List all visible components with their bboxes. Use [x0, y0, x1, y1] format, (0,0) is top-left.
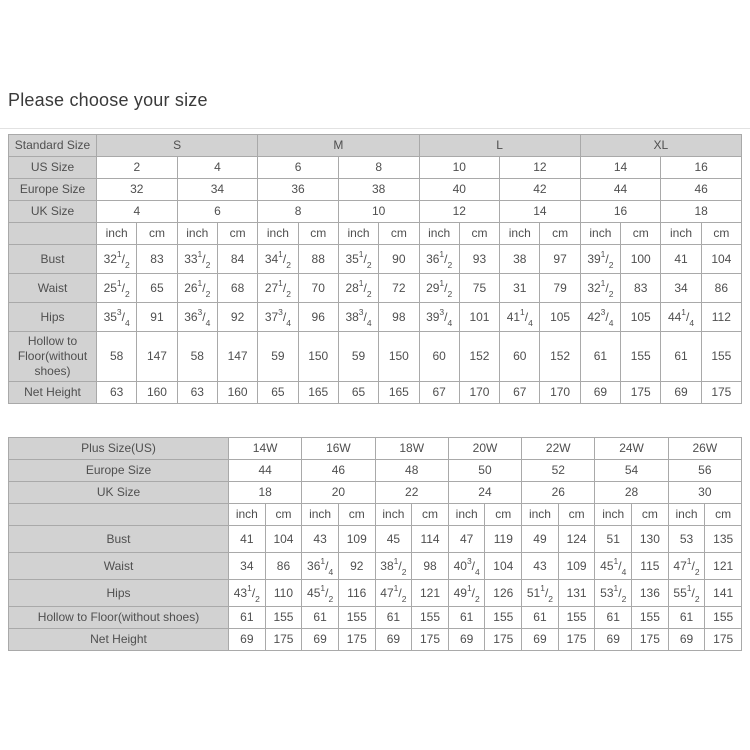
table-cell: 69	[375, 629, 412, 651]
table-cell: $43^1/_2$	[229, 580, 266, 607]
row-label: Hollow to Floor(without shoes)	[9, 332, 97, 382]
table-cell: 4	[97, 201, 178, 223]
row-label: Bust	[9, 526, 229, 553]
table-cell: 101	[459, 303, 499, 332]
table-row	[9, 157, 742, 179]
table-cell: cm	[485, 504, 522, 526]
table-row	[9, 460, 742, 482]
table-cell: 96	[298, 303, 338, 332]
table-cell: 136	[632, 580, 669, 607]
table-cell: 97	[540, 245, 580, 274]
table-cell: 10	[419, 157, 500, 179]
table-cell: inch	[595, 504, 632, 526]
table-cell: 91	[137, 303, 177, 332]
standard-size-table	[8, 134, 742, 404]
table-cell: 20	[302, 482, 375, 504]
table-cell: 46	[302, 460, 375, 482]
table-cell: cm	[298, 223, 338, 245]
page-title: Please choose your size	[8, 90, 208, 110]
table-cell: 16	[661, 157, 742, 179]
row-label: Net Height	[9, 382, 97, 404]
table-cell: $27^1/_2$	[258, 274, 298, 303]
table-cell: $32^1/_2$	[580, 274, 620, 303]
table-cell: 109	[558, 553, 595, 580]
table-cell: 175	[558, 629, 595, 651]
table-cell: 69	[448, 629, 485, 651]
table-cell: cm	[412, 504, 449, 526]
table-cell: 69	[595, 629, 632, 651]
plus-size-table	[8, 437, 742, 651]
table-cell: 63	[177, 382, 217, 404]
table-cell: 18W	[375, 438, 448, 460]
table-cell: 124	[558, 526, 595, 553]
table-row	[9, 629, 742, 651]
row-label: Hollow to Floor(without shoes)	[9, 607, 229, 629]
table-cell: inch	[338, 223, 378, 245]
table-cell: 126	[485, 580, 522, 607]
table-cell: 12	[500, 157, 581, 179]
table-cell: inch	[522, 504, 559, 526]
table-cell: 152	[540, 332, 580, 382]
table-cell: 135	[705, 526, 742, 553]
table-cell: 20W	[448, 438, 521, 460]
table-cell: 53	[668, 526, 705, 553]
table-row	[9, 179, 742, 201]
table-cell: $53^1/_2$	[595, 580, 632, 607]
table-cell: $36^1/_4$	[302, 553, 339, 580]
table-cell: $51^1/_2$	[522, 580, 559, 607]
table-cell: inch	[302, 504, 339, 526]
table-cell: 155	[701, 332, 741, 382]
table-cell: 42	[500, 179, 581, 201]
table-cell: 50	[448, 460, 521, 482]
table-cell: 83	[621, 274, 661, 303]
table-cell: 65	[258, 382, 298, 404]
table-cell: 175	[412, 629, 449, 651]
table-cell: $41^1/_4$	[500, 303, 540, 332]
table-row	[9, 332, 742, 382]
table-cell: $35^1/_2$	[338, 245, 378, 274]
table-cell: 79	[540, 274, 580, 303]
table-cell: inch	[229, 504, 266, 526]
table-cell: 41	[661, 245, 701, 274]
table-cell: 18	[661, 201, 742, 223]
table-cell: 61	[448, 607, 485, 629]
table-cell: 160	[137, 382, 177, 404]
table-cell: inch	[448, 504, 485, 526]
row-label: Waist	[9, 553, 229, 580]
table-cell: 69	[661, 382, 701, 404]
table-row	[9, 526, 742, 553]
table-cell: 59	[258, 332, 298, 382]
table-cell: 61	[522, 607, 559, 629]
table-cell: 54	[595, 460, 668, 482]
table-cell: 155	[412, 607, 449, 629]
table-cell: 31	[500, 274, 540, 303]
table-cell: $33^1/_2$	[177, 245, 217, 274]
table-cell: 14	[500, 201, 581, 223]
table-cell: 175	[701, 382, 741, 404]
row-label: Europe Size	[9, 179, 97, 201]
table-cell: 88	[298, 245, 338, 274]
table-cell: 86	[701, 274, 741, 303]
table-cell: 22W	[522, 438, 595, 460]
table-cell: 34	[229, 553, 266, 580]
table-cell: cm	[137, 223, 177, 245]
table-cell: 51	[595, 526, 632, 553]
table-row	[9, 553, 742, 580]
table-cell: 75	[459, 274, 499, 303]
table-cell: 104	[485, 553, 522, 580]
table-cell: 60	[500, 332, 540, 382]
table-cell: 70	[298, 274, 338, 303]
table-cell: 155	[265, 607, 302, 629]
row-label: Hips	[9, 303, 97, 332]
table-cell: 93	[459, 245, 499, 274]
row-label: UK Size	[9, 482, 229, 504]
table-cell: 121	[705, 553, 742, 580]
row-label	[9, 223, 97, 245]
table-cell: 92	[338, 553, 375, 580]
table-cell: 160	[217, 382, 257, 404]
table-cell: 69	[522, 629, 559, 651]
table-cell: 165	[298, 382, 338, 404]
table-cell: $36^1/_2$	[419, 245, 459, 274]
table-cell: $38^1/_2$	[375, 553, 412, 580]
table-cell: 28	[595, 482, 668, 504]
table-row	[9, 504, 742, 526]
table-cell: 24	[448, 482, 521, 504]
table-cell: 86	[265, 553, 302, 580]
table-cell: 69	[580, 382, 620, 404]
row-label: US Size	[9, 157, 97, 179]
table-cell: 141	[705, 580, 742, 607]
table-cell: cm	[338, 504, 375, 526]
table-cell: 58	[97, 332, 137, 382]
table-cell: 121	[412, 580, 449, 607]
table-cell: 155	[558, 607, 595, 629]
table-cell: 150	[298, 332, 338, 382]
row-label: Europe Size	[9, 460, 229, 482]
table-cell: 105	[621, 303, 661, 332]
table-cell: $45^1/_2$	[302, 580, 339, 607]
table-cell: 8	[258, 201, 339, 223]
table-cell: L	[419, 135, 580, 157]
table-cell: $32^1/_2$	[97, 245, 137, 274]
table-cell: inch	[500, 223, 540, 245]
table-cell: cm	[701, 223, 741, 245]
row-label: Bust	[9, 245, 97, 274]
table-cell: $44^1/_4$	[661, 303, 701, 332]
table-cell: 150	[379, 332, 419, 382]
table-cell: $28^1/_2$	[338, 274, 378, 303]
table-cell: 131	[558, 580, 595, 607]
table-cell: 175	[338, 629, 375, 651]
table-row	[9, 223, 742, 245]
table-cell: 60	[419, 332, 459, 382]
table-cell: 61	[229, 607, 266, 629]
table-cell: 61	[580, 332, 620, 382]
table-cell: S	[97, 135, 258, 157]
table-cell: 155	[705, 607, 742, 629]
table-cell: $38^3/_4$	[338, 303, 378, 332]
table-cell: 38	[500, 245, 540, 274]
table-cell: 18	[229, 482, 302, 504]
table-row	[9, 303, 742, 332]
table-cell: 109	[338, 526, 375, 553]
table-cell: 65	[338, 382, 378, 404]
table-cell: 61	[302, 607, 339, 629]
table-cell: cm	[632, 504, 669, 526]
table-cell: 175	[265, 629, 302, 651]
table-cell: cm	[621, 223, 661, 245]
table-cell: 147	[137, 332, 177, 382]
table-cell: 83	[137, 245, 177, 274]
table-cell: 61	[595, 607, 632, 629]
table-row	[9, 245, 742, 274]
table-row	[9, 201, 742, 223]
table-cell: 72	[379, 274, 419, 303]
table-cell: 104	[265, 526, 302, 553]
table-row	[9, 274, 742, 303]
table-cell: inch	[661, 223, 701, 245]
table-cell: cm	[379, 223, 419, 245]
table-cell: cm	[217, 223, 257, 245]
table-cell: inch	[177, 223, 217, 245]
table-cell: 61	[661, 332, 701, 382]
table-cell: $45^1/_4$	[595, 553, 632, 580]
table-cell: $25^1/_2$	[97, 274, 137, 303]
table-row	[9, 482, 742, 504]
table-cell: 56	[668, 460, 741, 482]
table-cell: 43	[302, 526, 339, 553]
table-cell: 2	[97, 157, 178, 179]
table-row	[9, 135, 742, 157]
table-cell: 69	[668, 629, 705, 651]
row-label: Plus Size(US)	[9, 438, 229, 460]
table-cell: $42^3/_4$	[580, 303, 620, 332]
table-cell: 63	[97, 382, 137, 404]
table-cell: 16W	[302, 438, 375, 460]
table-cell: 67	[419, 382, 459, 404]
table-cell: inch	[580, 223, 620, 245]
table-cell: cm	[540, 223, 580, 245]
table-cell: 175	[621, 382, 661, 404]
table-cell: 41	[229, 526, 266, 553]
table-cell: 155	[621, 332, 661, 382]
table-cell: $29^1/_2$	[419, 274, 459, 303]
table-cell: 114	[412, 526, 449, 553]
table-cell: 45	[375, 526, 412, 553]
table-cell: 98	[412, 553, 449, 580]
table-cell: 170	[459, 382, 499, 404]
table-row	[9, 382, 742, 404]
table-cell: 26W	[668, 438, 741, 460]
table-cell: 104	[701, 245, 741, 274]
table-cell: $39^3/_4$	[419, 303, 459, 332]
table-cell: cm	[265, 504, 302, 526]
table-cell: 16	[580, 201, 661, 223]
table-cell: 32	[97, 179, 178, 201]
table-cell: 49	[522, 526, 559, 553]
table-cell: 69	[302, 629, 339, 651]
row-label: Standard Size	[9, 135, 97, 157]
table-cell: inch	[668, 504, 705, 526]
table-cell: 24W	[595, 438, 668, 460]
table-cell: 58	[177, 332, 217, 382]
table-cell: 40	[419, 179, 500, 201]
table-cell: inch	[97, 223, 137, 245]
table-cell: 105	[540, 303, 580, 332]
table-row	[9, 438, 742, 460]
table-cell: 100	[621, 245, 661, 274]
table-cell: 43	[522, 553, 559, 580]
table-cell: 44	[580, 179, 661, 201]
table-cell: XL	[580, 135, 741, 157]
table-cell: $40^3/_4$	[448, 553, 485, 580]
table-cell: 44	[229, 460, 302, 482]
table-cell: 69	[229, 629, 266, 651]
table-cell: 175	[485, 629, 522, 651]
table-cell: $36^3/_4$	[177, 303, 217, 332]
table-cell: 115	[632, 553, 669, 580]
table-cell: cm	[705, 504, 742, 526]
table-cell: 152	[459, 332, 499, 382]
table-cell: 175	[705, 629, 742, 651]
table-cell: 61	[668, 607, 705, 629]
table-cell: 110	[265, 580, 302, 607]
row-label: Net Height	[9, 629, 229, 651]
table-cell: inch	[375, 504, 412, 526]
table-cell: 47	[448, 526, 485, 553]
table-cell: 165	[379, 382, 419, 404]
table-cell: 119	[485, 526, 522, 553]
table-cell: 68	[217, 274, 257, 303]
divider-line	[0, 128, 750, 129]
table-cell: 61	[375, 607, 412, 629]
table-cell: 92	[217, 303, 257, 332]
table-cell: 38	[338, 179, 419, 201]
table-cell: 14	[580, 157, 661, 179]
table-cell: 98	[379, 303, 419, 332]
table-cell: 65	[137, 274, 177, 303]
table-cell: 112	[701, 303, 741, 332]
table-cell: inch	[419, 223, 459, 245]
table-cell: 84	[217, 245, 257, 274]
table-row	[9, 580, 742, 607]
table-cell: $49^1/_2$	[448, 580, 485, 607]
table-cell: cm	[558, 504, 595, 526]
table-cell: 22	[375, 482, 448, 504]
table-cell: 155	[338, 607, 375, 629]
table-cell: $39^1/_2$	[580, 245, 620, 274]
table-cell: 8	[338, 157, 419, 179]
table-cell: 175	[632, 629, 669, 651]
table-cell: M	[258, 135, 419, 157]
table-cell: 36	[258, 179, 339, 201]
row-label: Waist	[9, 274, 97, 303]
table-cell: $47^1/_2$	[668, 553, 705, 580]
table-cell: 116	[338, 580, 375, 607]
table-cell: $37^3/_4$	[258, 303, 298, 332]
table-cell: 14W	[229, 438, 302, 460]
row-label: Hips	[9, 580, 229, 607]
table-cell: 4	[177, 157, 258, 179]
row-label: UK Size	[9, 201, 97, 223]
table-cell: 34	[177, 179, 258, 201]
table-cell: 46	[661, 179, 742, 201]
table-cell: $34^1/_2$	[258, 245, 298, 274]
table-row	[9, 607, 742, 629]
table-cell: $47^1/_2$	[375, 580, 412, 607]
table-cell: cm	[459, 223, 499, 245]
table-cell: 6	[258, 157, 339, 179]
table-cell: 26	[522, 482, 595, 504]
table-cell: $55^1/_2$	[668, 580, 705, 607]
table-cell: 155	[632, 607, 669, 629]
table-cell: 130	[632, 526, 669, 553]
table-cell: 52	[522, 460, 595, 482]
row-label	[9, 504, 229, 526]
table-cell: 59	[338, 332, 378, 382]
table-cell: 90	[379, 245, 419, 274]
table-cell: $35^3/_4$	[97, 303, 137, 332]
table-cell: $26^1/_2$	[177, 274, 217, 303]
table-cell: 67	[500, 382, 540, 404]
table-cell: 12	[419, 201, 500, 223]
table-cell: 155	[485, 607, 522, 629]
table-cell: 48	[375, 460, 448, 482]
table-cell: 10	[338, 201, 419, 223]
table-cell: 34	[661, 274, 701, 303]
table-cell: 30	[668, 482, 741, 504]
table-cell: inch	[258, 223, 298, 245]
table-cell: 170	[540, 382, 580, 404]
table-cell: 6	[177, 201, 258, 223]
table-cell: 147	[217, 332, 257, 382]
